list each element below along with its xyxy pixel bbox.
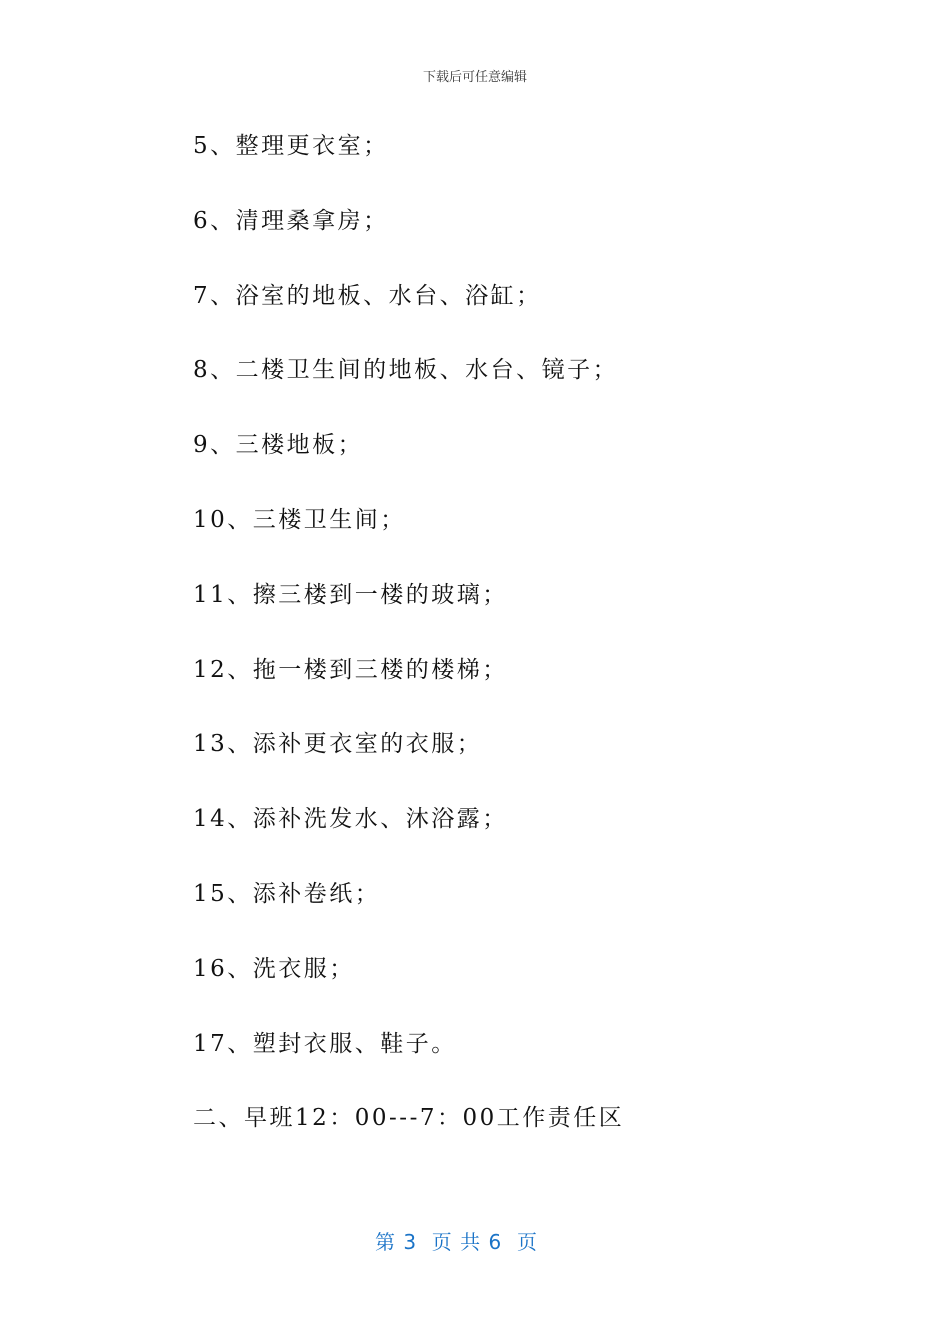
list-item: 7、浴室的地板、水台、浴缸； — [193, 282, 542, 309]
list-item: 11、擦三楼到一楼的玻璃； — [193, 581, 508, 608]
list-item: 9、三楼地板； — [193, 432, 364, 459]
list-item: 17、塑封衣服、鞋子。 — [193, 1030, 457, 1057]
list-item: 5、整理更衣室； — [193, 133, 389, 159]
list-item: 10、三楼卫生间； — [193, 506, 406, 533]
list-item: 16、洗衣服； — [193, 955, 355, 982]
list-item: 14、添补洗发水、沐浴露； — [193, 806, 508, 833]
document-body — [193, 127, 893, 1174]
section-heading: 二、早班12：00---7：00工作责任区 — [193, 1105, 625, 1132]
list-item: 12、拖一楼到三楼的楼梯； — [193, 656, 508, 683]
list-item: 15、添补卷纸； — [193, 880, 381, 907]
page-number-footer: 第 3 页 共 6 页 — [375, 1230, 538, 1254]
list-item: 6、清理桑拿房； — [193, 207, 389, 234]
page-header: 下载后可任意编辑 — [422, 70, 527, 85]
list-item: 13、添补更衣室的衣服； — [193, 731, 483, 758]
list-item: 8、二楼卫生间的地板、水台、镜子； — [193, 357, 619, 384]
